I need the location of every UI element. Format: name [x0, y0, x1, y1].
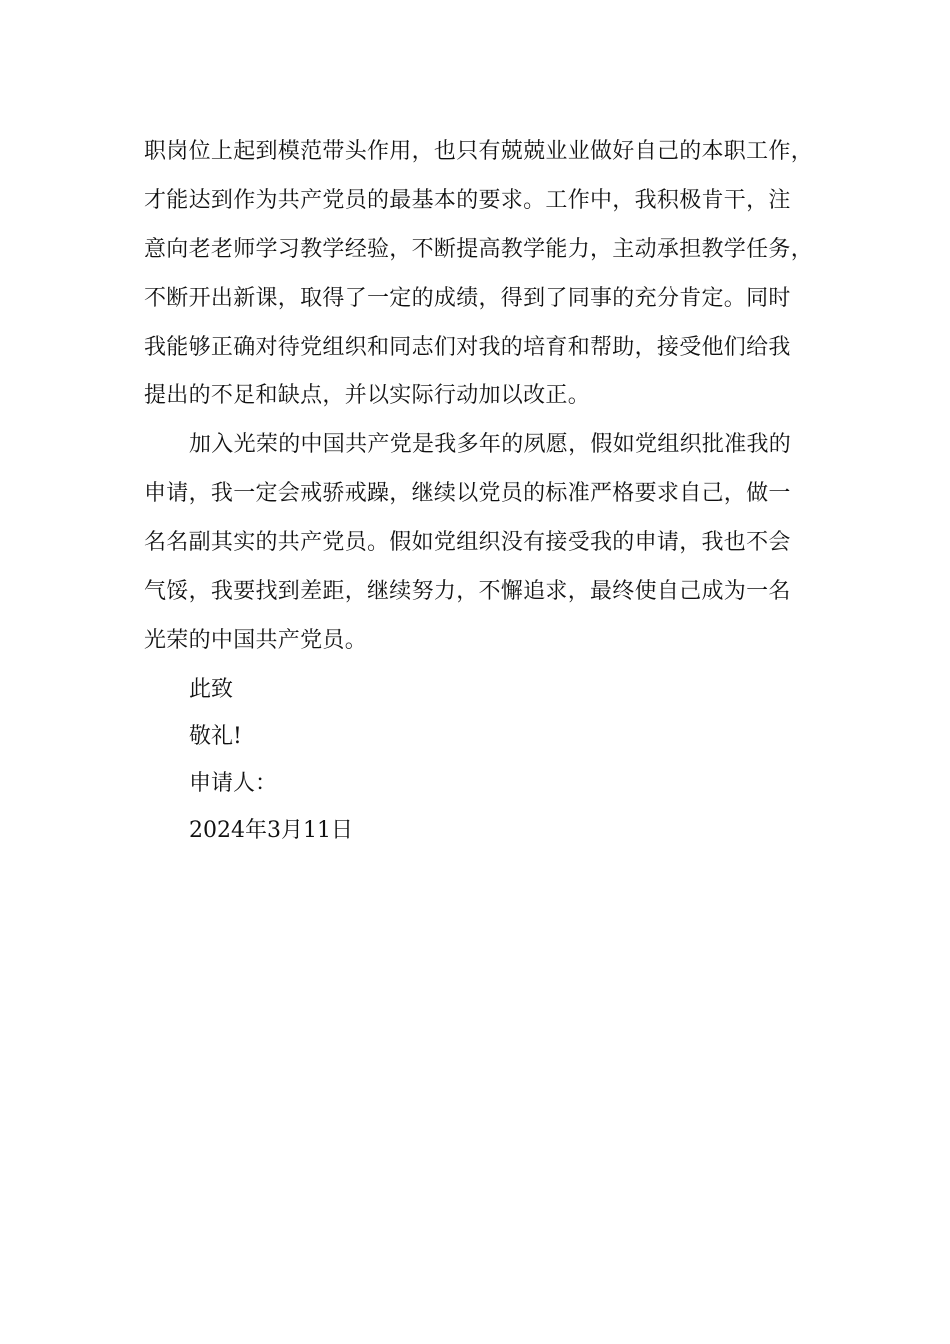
- paragraph-continuation: [144, 128, 834, 421]
- text-line: 提出的不足和缺点，并以实际行动加以改正。: [144, 383, 591, 409]
- text-line: 不断开出新课，取得了一定的成绩，得到了同事的充分肯定。同时: [144, 285, 791, 311]
- text-line: 职岗位上起到模范带头作用，也只有兢兢业业做好自己的本职工作，: [144, 139, 814, 164]
- salutation: 此致: [189, 676, 234, 702]
- text-line: 我能够正确对待党组织和同志们对我的培育和帮助，接受他们给我: [144, 334, 791, 360]
- applicant-label: 申请人：: [189, 770, 278, 796]
- letter-closing: [144, 666, 834, 854]
- respect-line: 敬礼!: [189, 723, 242, 749]
- letter-body: [144, 128, 834, 854]
- text-line: 申请，我一定会戒骄戒躁，继续以党员的标准严格要求自己，做一: [144, 481, 791, 507]
- text-line: 名名副其实的共产党员。假如党组织没有接受我的申请，我也不会: [144, 530, 791, 556]
- text-line: 加入光荣的中国共产党是我多年的夙愿，假如党组织批准我的: [189, 432, 792, 458]
- text-line: 光荣的中国共产党员。: [144, 627, 368, 653]
- text-line: 意向老老师学习教学经验，不断提高教学能力，主动承担教学任务，: [144, 236, 814, 262]
- text-line: 气馁，我要找到差距，继续努力，不懈追求，最终使自己成为一名: [144, 579, 791, 605]
- text-line: 才能达到作为共产党员的最基本的要求。工作中，我积极肯干，注: [144, 187, 791, 213]
- paragraph-aspiration: [144, 421, 834, 665]
- letter-date: 2024年3月11日: [189, 817, 353, 843]
